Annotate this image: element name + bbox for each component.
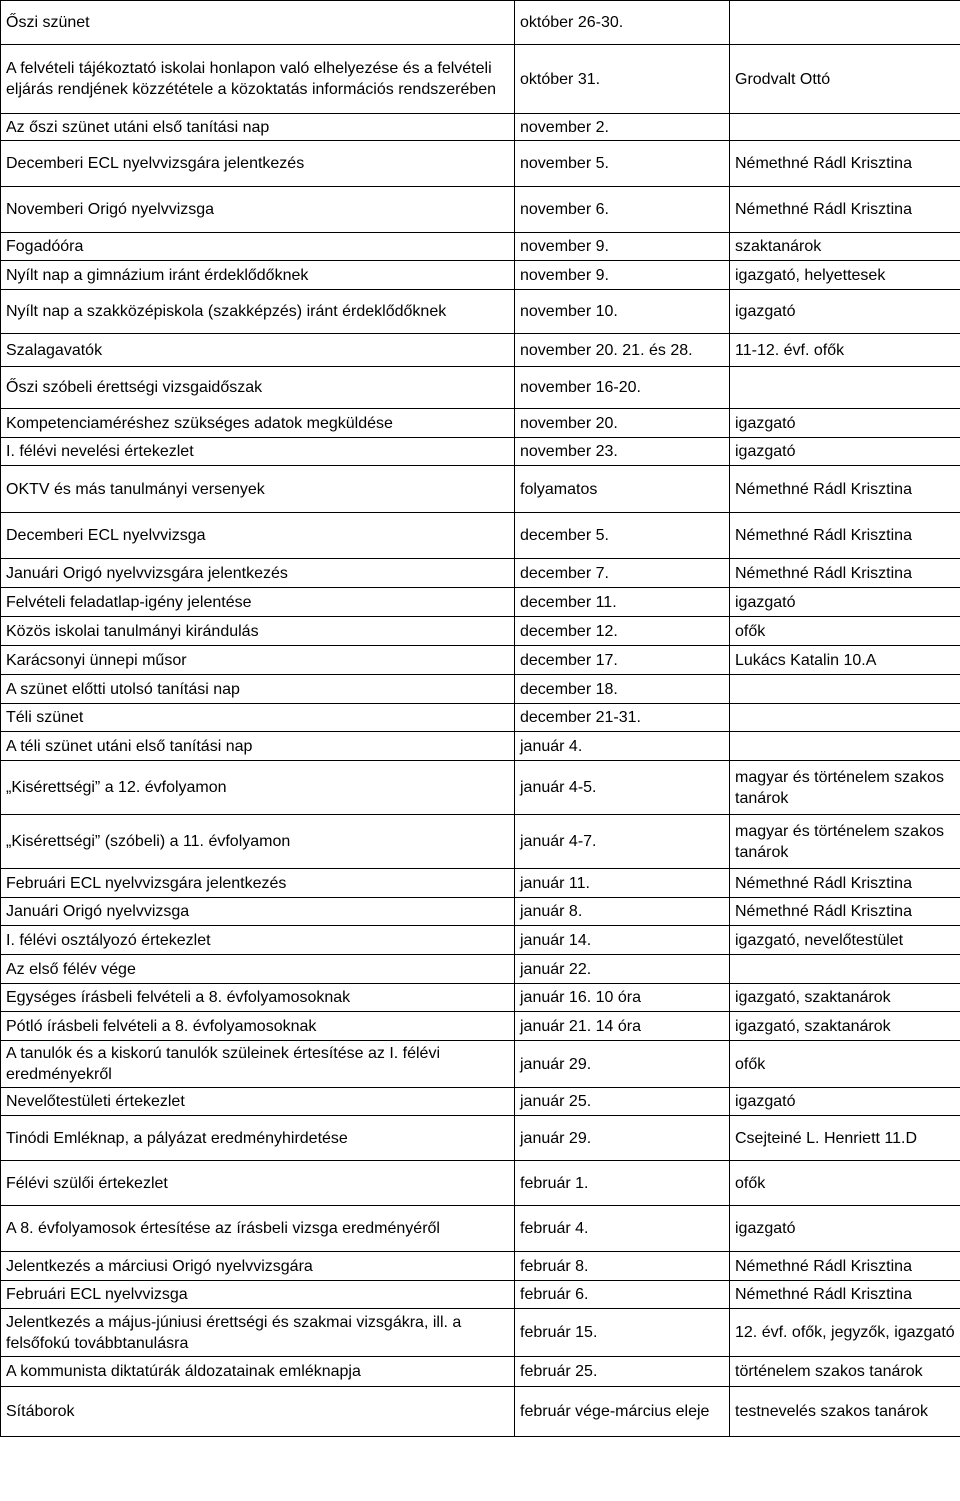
table-row	[1, 732, 960, 761]
date-cell: november 23.	[515, 438, 730, 466]
event-cell: Őszi szünet	[1, 1, 515, 45]
owner-cell: igazgató	[730, 290, 960, 334]
event-cell: Nyílt nap a szakközépiskola (szakképzés) iránt érdeklődőknek	[1, 290, 515, 334]
date-cell: február 4.	[515, 1206, 730, 1252]
event-cell: Kompetenciaméréshez szükséges adatok megküldése	[1, 409, 515, 438]
date-cell: folyamatos	[515, 466, 730, 513]
event-cell: Félévi szülői értekezlet	[1, 1161, 515, 1206]
owner-cell: igazgató, szaktanárok	[730, 1012, 960, 1041]
event-cell: Közös iskolai tanulmányi kirándulás	[1, 617, 515, 646]
date-cell: február 25.	[515, 1357, 730, 1387]
table-row	[1, 588, 960, 617]
event-cell: Nyílt nap a gimnázium iránt érdeklődőknek	[1, 261, 515, 290]
table-row	[1, 1, 960, 45]
date-cell: január 21. 14 óra	[515, 1012, 730, 1041]
date-cell: október 31.	[515, 45, 730, 114]
date-cell: január 8.	[515, 898, 730, 926]
table-row	[1, 1116, 960, 1161]
event-cell: Egységes írásbeli felvételi a 8. évfolyamosoknak	[1, 984, 515, 1012]
table-row	[1, 233, 960, 261]
owner-cell: Grodvalt Ottó	[730, 45, 960, 114]
date-cell: december 12.	[515, 617, 730, 646]
date-cell: február vége-március eleje	[515, 1387, 730, 1437]
owner-cell: igazgató	[730, 438, 960, 466]
owner-cell: ofők	[730, 617, 960, 646]
owner-cell	[730, 367, 960, 409]
owner-cell: igazgató	[730, 1206, 960, 1252]
table-row	[1, 141, 960, 187]
date-cell: február 15.	[515, 1309, 730, 1357]
table-row	[1, 704, 960, 732]
date-cell: január 16. 10 óra	[515, 984, 730, 1012]
table-row	[1, 1357, 960, 1387]
table-row	[1, 898, 960, 926]
date-cell: december 17.	[515, 646, 730, 675]
table-row	[1, 1387, 960, 1437]
table-row	[1, 187, 960, 233]
date-cell: január 4-7.	[515, 815, 730, 869]
date-cell: november 20.	[515, 409, 730, 438]
date-cell: november 5.	[515, 141, 730, 187]
event-cell: Jelentkezés a május-júniusi érettségi és szakmai vizsgákra, ill. a felsőfokú továbbtanulásra	[1, 1309, 515, 1357]
event-cell: Decemberi ECL nyelvvizsga	[1, 513, 515, 559]
owner-cell	[730, 114, 960, 141]
owner-cell: Némethné Rádl Krisztina	[730, 559, 960, 588]
table-row	[1, 1088, 960, 1116]
owner-cell	[730, 955, 960, 984]
table-row	[1, 646, 960, 675]
owner-cell: Némethné Rádl Krisztina	[730, 141, 960, 187]
event-cell: A 8. évfolyamosok értesítése az írásbeli vizsga eredményéről	[1, 1206, 515, 1252]
table-row	[1, 926, 960, 955]
date-cell: december 7.	[515, 559, 730, 588]
table-row	[1, 334, 960, 367]
owner-cell	[730, 732, 960, 761]
table-row	[1, 367, 960, 409]
event-cell: Februári ECL nyelvvizsgára jelentkezés	[1, 869, 515, 898]
event-cell: I. félévi osztályozó értekezlet	[1, 926, 515, 955]
date-cell: február 8.	[515, 1252, 730, 1281]
owner-cell	[730, 704, 960, 732]
date-cell: január 25.	[515, 1088, 730, 1116]
date-cell: január 22.	[515, 955, 730, 984]
event-cell: „Kisérettségi” a 12. évfolyamon	[1, 761, 515, 815]
owner-cell: ofők	[730, 1041, 960, 1088]
table-row	[1, 675, 960, 704]
owner-cell: Csejteiné L. Henriett 11.D	[730, 1116, 960, 1161]
date-cell: január 4.	[515, 732, 730, 761]
event-cell: Téli szünet	[1, 704, 515, 732]
date-cell: december 18.	[515, 675, 730, 704]
owner-cell: Némethné Rádl Krisztina	[730, 513, 960, 559]
event-cell: A téli szünet utáni első tanítási nap	[1, 732, 515, 761]
owner-cell: Némethné Rádl Krisztina	[730, 466, 960, 513]
table-row	[1, 1041, 960, 1088]
table-row	[1, 1309, 960, 1357]
table-row	[1, 815, 960, 869]
date-cell: október 26-30.	[515, 1, 730, 45]
owner-cell	[730, 675, 960, 704]
owner-cell: Némethné Rádl Krisztina	[730, 869, 960, 898]
date-cell: december 5.	[515, 513, 730, 559]
table-row	[1, 955, 960, 984]
event-cell: Az őszi szünet utáni első tanítási nap	[1, 114, 515, 141]
table-row	[1, 466, 960, 513]
event-cell: Felvételi feladatlap-igény jelentése	[1, 588, 515, 617]
table-row	[1, 1012, 960, 1041]
date-cell: december 11.	[515, 588, 730, 617]
table-row	[1, 261, 960, 290]
event-cell: Szalagavatók	[1, 334, 515, 367]
table-row	[1, 438, 960, 466]
table-row	[1, 984, 960, 1012]
owner-cell: Némethné Rádl Krisztina	[730, 1252, 960, 1281]
date-cell: január 29.	[515, 1116, 730, 1161]
table-row	[1, 1206, 960, 1252]
event-cell: Őszi szóbeli érettségi vizsgaidőszak	[1, 367, 515, 409]
event-cell: A felvételi tájékoztató iskolai honlapon való elhelyezése és a felvételi eljárás rendjének közzététele a közoktatás információs rendszerében	[1, 45, 515, 114]
event-cell: A kommunista diktatúrák áldozatainak emléknapja	[1, 1357, 515, 1387]
event-cell: Pótló írásbeli felvételi a 8. évfolyamosoknak	[1, 1012, 515, 1041]
date-cell: november 20. 21. és 28.	[515, 334, 730, 367]
table-row	[1, 761, 960, 815]
owner-cell: igazgató, helyettesek	[730, 261, 960, 290]
event-cell: Sítáborok	[1, 1387, 515, 1437]
event-cell: Novemberi Origó nyelvvizsga	[1, 187, 515, 233]
schedule-body	[1, 1, 960, 1437]
table-row	[1, 869, 960, 898]
owner-cell: igazgató	[730, 1088, 960, 1116]
date-cell: január 14.	[515, 926, 730, 955]
owner-cell: igazgató	[730, 409, 960, 438]
table-row	[1, 617, 960, 646]
date-cell: január 4-5.	[515, 761, 730, 815]
date-cell: január 11.	[515, 869, 730, 898]
event-cell: OKTV és más tanulmányi versenyek	[1, 466, 515, 513]
event-cell: A tanulók és a kiskorú tanulók szüleinek értesítése az I. félévi eredményekről	[1, 1041, 515, 1088]
owner-cell: 12. évf. ofők, jegyzők, igazgató	[730, 1309, 960, 1357]
owner-cell: 11-12. évf. ofők	[730, 334, 960, 367]
event-cell: „Kisérettségi” (szóbeli) a 11. évfolyamon	[1, 815, 515, 869]
owner-cell	[730, 1, 960, 45]
owner-cell: igazgató, nevelőtestület	[730, 926, 960, 955]
event-cell: Fogadóóra	[1, 233, 515, 261]
table-row	[1, 409, 960, 438]
owner-cell: Némethné Rádl Krisztina	[730, 1281, 960, 1309]
event-cell: A szünet előtti utolsó tanítási nap	[1, 675, 515, 704]
event-cell: Jelentkezés a márciusi Origó nyelvvizsgára	[1, 1252, 515, 1281]
date-cell: november 9.	[515, 261, 730, 290]
event-cell: Januári Origó nyelvvizsgára jelentkezés	[1, 559, 515, 588]
owner-cell: igazgató, szaktanárok	[730, 984, 960, 1012]
date-cell: november 9.	[515, 233, 730, 261]
table-row	[1, 559, 960, 588]
table-row	[1, 513, 960, 559]
date-cell: február 1.	[515, 1161, 730, 1206]
owner-cell: magyar és történelem szakos tanárok	[730, 761, 960, 815]
date-cell: november 16-20.	[515, 367, 730, 409]
event-cell: Januári Origó nyelvvizsga	[1, 898, 515, 926]
owner-cell: ofők	[730, 1161, 960, 1206]
date-cell: február 6.	[515, 1281, 730, 1309]
event-cell: Az első félév vége	[1, 955, 515, 984]
event-cell: Nevelőtestületi értekezlet	[1, 1088, 515, 1116]
event-cell: Februári ECL nyelvvizsga	[1, 1281, 515, 1309]
event-cell: Tinódi Emléknap, a pályázat eredményhirdetése	[1, 1116, 515, 1161]
date-cell: november 6.	[515, 187, 730, 233]
event-cell: I. félévi nevelési értekezlet	[1, 438, 515, 466]
table-row	[1, 1161, 960, 1206]
date-cell: november 2.	[515, 114, 730, 141]
date-cell: november 10.	[515, 290, 730, 334]
date-cell: január 29.	[515, 1041, 730, 1088]
table-row	[1, 1252, 960, 1281]
owner-cell: történelem szakos tanárok	[730, 1357, 960, 1387]
table-row	[1, 290, 960, 334]
owner-cell: Lukács Katalin 10.A	[730, 646, 960, 675]
table-row	[1, 1281, 960, 1309]
date-cell: december 21-31.	[515, 704, 730, 732]
table-row	[1, 114, 960, 141]
event-cell: Decemberi ECL nyelvvizsgára jelentkezés	[1, 141, 515, 187]
event-cell: Karácsonyi ünnepi műsor	[1, 646, 515, 675]
owner-cell: igazgató	[730, 588, 960, 617]
owner-cell: magyar és történelem szakos tanárok	[730, 815, 960, 869]
owner-cell: testnevelés szakos tanárok	[730, 1387, 960, 1437]
owner-cell: Némethné Rádl Krisztina	[730, 187, 960, 233]
owner-cell: Némethné Rádl Krisztina	[730, 898, 960, 926]
table-row	[1, 45, 960, 114]
owner-cell: szaktanárok	[730, 233, 960, 261]
